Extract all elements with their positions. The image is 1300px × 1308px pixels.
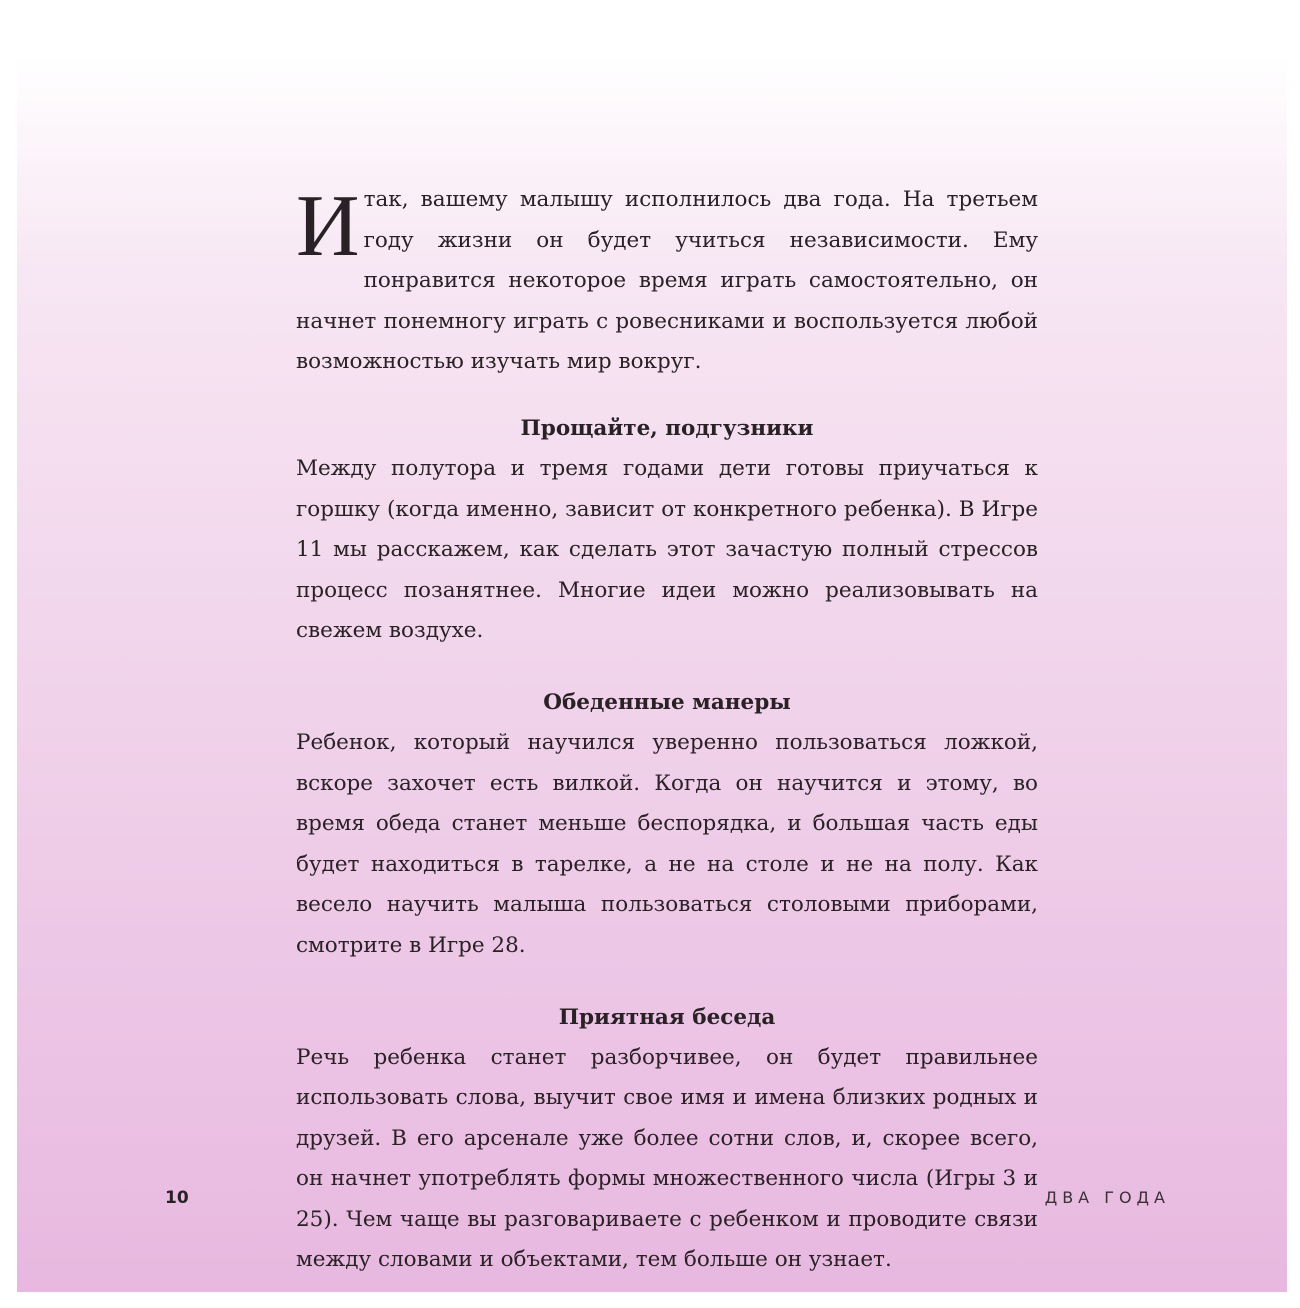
page-number: 10 <box>165 1188 189 1208</box>
page-content <box>296 180 1038 1281</box>
section-title-table-manners: Обеденные манеры <box>543 689 791 715</box>
section-title-conversation: Приятная беседа <box>558 1004 776 1030</box>
section-text-table-manners: Ребенок, который научился уверенно пользоваться ложкой, вскоре захочет есть вилкой. Когда он научится и этому, во время обеда станет меньше беспорядка, и большая часть еды будет находиться в тарелке, а не на столе и не на полу. Как весело научить малыша пользоваться столовыми приборами, смотрите в Игре 28. <box>296 729 1038 958</box>
section-text-diapers: Между полутора и тремя годами дети готовы приучаться к горшку (когда именно, зависит от конкретного ребенка). В Игре 11 мы расскажем, как сделать этот зачастую полный стрессов процесс позанятнее. Многие идеи можно реализовывать на свежем воздухе. <box>296 455 1038 644</box>
section-text-conversation: Речь ребенка станет разборчивее, он будет правильнее использовать слова, выучит свое имя и имена близких родных и друзей. В его арсенале уже более сотни слов, и, скорее всего, он начнет употреблять формы множественного числа (Игры 3 и 25). Чем чаще вы разговариваете с ребенком и проводите связи между словами и объектами, тем больше он узнает. <box>296 1044 1038 1273</box>
section-title-diapers: Прощайте, подгузники <box>520 415 814 441</box>
drop-cap: И <box>296 178 360 275</box>
book-page <box>17 16 1287 1292</box>
intro-paragraph <box>296 180 1038 383</box>
intro-text: так, вашему малышу исполнилось два года. На третьем году жизни он будет учиться независимости. Ему понравится некоторое время играть самостоятельно, он начнет понемногу играть с ровесниками и воспользуется любой возможностью изучать мир вокруг. <box>296 187 1038 375</box>
running-title: ДВА ГОДА <box>1044 1188 1170 1207</box>
